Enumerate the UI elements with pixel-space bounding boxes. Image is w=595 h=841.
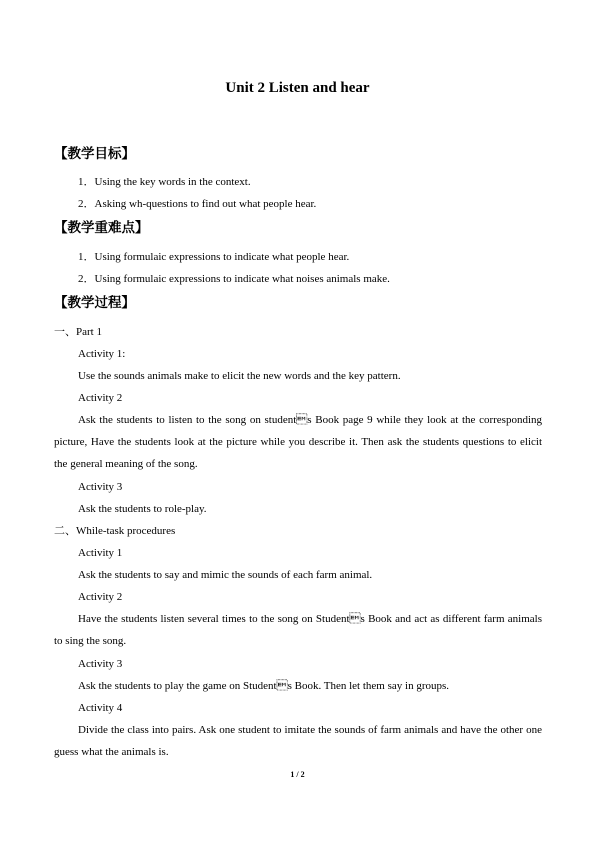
activity-label: Activity 1: [78,348,126,360]
activity-label: Activity 4 [78,702,123,714]
activity-paragraph: Divide the class into pairs. Ask one student to imitate the sounds of farm animals and have the other one guess what the animals is. [54,724,542,758]
part1-label: 一、Part 1 [54,326,102,338]
key-point-item: 1．Using formulaic expressions to indicate what people hear. [78,251,350,263]
activity-label: Activity 2 [78,591,123,603]
activity-text: Ask the students to say and mimic the sounds of each farm animal. [78,569,373,581]
activity-label: Activity 1 [78,547,123,559]
part2-label: 二、While-task procedures [54,525,176,537]
activity-text: Use the sounds animals make to elicit the new words and the key pattern. [78,370,401,382]
activity-text: Ask the students to role-play. [78,503,207,515]
activity-label: Activity 3 [78,481,123,493]
activity-label: Activity 3 [78,658,123,670]
objectives-heading: 【教学目标】 [54,146,135,162]
activity-paragraph: Have the students listen several times to the song on Students Book and act as different farm animals to sing the song. [54,613,542,647]
key-point-item: 2．Using formulaic expressions to indicate what noises animals make. [78,273,390,285]
activity-label: Activity 2 [78,392,123,404]
document-title: Unit 2 Listen and hear [225,80,370,96]
activity-text: Ask the students to play the game on Students Book. Then let them say in groups. [78,680,450,692]
objective-item: 2．Asking wh-questions to find out what people hear. [78,198,317,210]
objective-item: 1．Using the key words in the context. [78,176,251,188]
page-number: 1 / 2 [290,770,305,779]
activity-paragraph: Ask the students to listen to the song on students Book page 9 while they look at the corresponding picture, Have the students look at the picture while you describe it. Then ask the students questions to elicit the general meaning of the song. [54,414,542,470]
process-heading: 【教学过程】 [54,295,135,311]
key-points-heading: 【教学重难点】 [54,220,149,236]
